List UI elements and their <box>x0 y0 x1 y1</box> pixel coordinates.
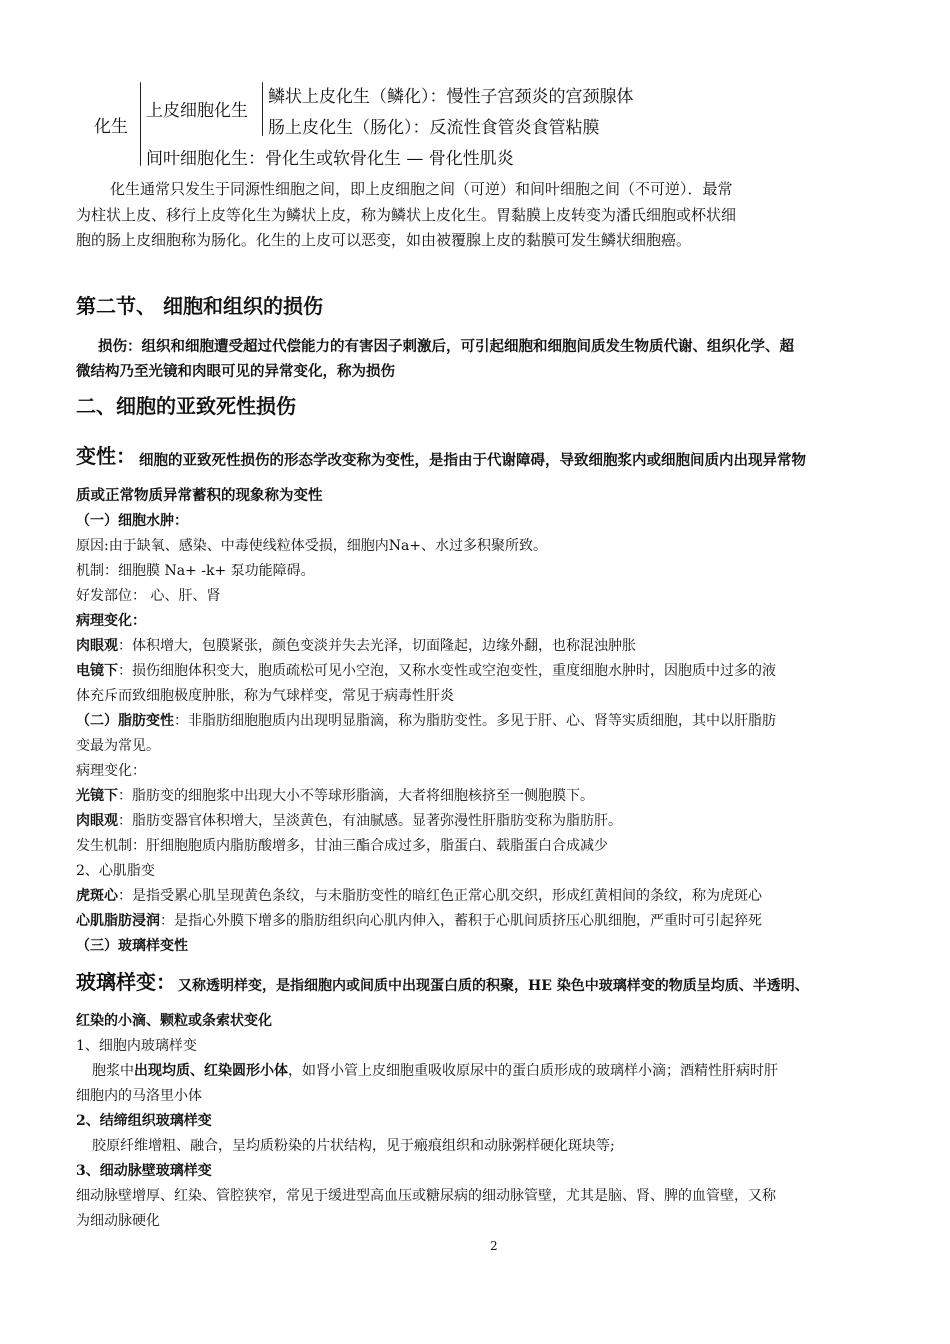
swelling-gross <box>76 635 636 655</box>
inner-brace <box>262 82 263 136</box>
hyaline-art-text-1: 细动脉壁增厚、红染、管腔狭窄，常见于缓进型高血压或糖尿病的细动脉管壁，尤其是脑、肾、脾的血管壁，又称 <box>76 1188 776 1204</box>
fatty-text-2: 变最为常见。 <box>76 738 160 754</box>
metaplasia-squamous: 鳞状上皮化生（鳞化）：慢性子宫颈炎的宫颈腺体 <box>268 87 634 107</box>
swelling-mechanism: 机制：细胞膜 Na+ -k+ 泵功能障碍。 <box>76 563 315 579</box>
fatty-infil-text: ：是指心外膜下增多的脂肪组织向心肌内伸入，蓄积于心肌间质挤压心肌细胞，严重时可引起猝死 <box>160 913 762 929</box>
swelling-gross-text: ：体积增大，包膜紧张，颜色变淡并失去光泽，切面隆起，边缘外翻，也称混浊肿胀 <box>118 638 636 654</box>
hyaline-intra-title: 1、细胞内玻璃样变 <box>76 1038 197 1054</box>
swelling-em-1 <box>76 660 776 680</box>
metaplasia-intestinal: 肠上皮化生（肠化）：反流性食管炎食管粘膜 <box>268 118 600 138</box>
hyaline-intra-d: 细胞内的马洛里小体 <box>76 1088 202 1104</box>
page-number: 2 <box>490 1239 498 1253</box>
intro-line-1: 化生通常只发生于同源性细胞之间，即上皮细胞之间（可逆）和间叶细胞之间（不可逆）．最常 <box>110 180 733 198</box>
intro-line-3: 胞的肠上皮细胞称为肠化。化生的上皮可以恶变，如由被覆腺上皮的黏膜可发生鳞状细胞癌。 <box>76 231 692 249</box>
swelling-em-label: 电镜下 <box>76 663 118 679</box>
fatty-infiltration <box>76 910 762 930</box>
degeneration-line-1: 细胞的亚致死性损伤的形态学改变称为变性，是指由于代谢障碍，导致细胞浆内或细胞间质内出现异常物 <box>139 452 806 469</box>
fatty-tiger <box>76 885 762 905</box>
section-title: 第二节、 细胞和组织的损伤 <box>76 294 323 318</box>
fatty-lm-text: ：脂肪变的细胞浆中出现大小不等球形脂滴，大者将细胞核挤至一侧胞膜下。 <box>118 788 594 804</box>
hyaline-intra-b: 出现均质、红染圆形小体 <box>134 1063 288 1079</box>
fatty-lm <box>76 785 594 805</box>
hyaline-intra-1 <box>92 1060 778 1080</box>
fatty-gross <box>76 810 622 830</box>
swelling-gross-label: 肉眼观 <box>76 638 118 654</box>
hyaline-intra-a: 胞浆中 <box>92 1063 134 1079</box>
swelling-pathology: 病理变化： <box>76 613 146 629</box>
swelling-em-text-1: ：损伤细胞体积变大，胞质疏松可见小空泡，又称水变性或空泡变性，重度细胞水肿时，因胞质中过多的液 <box>118 663 776 679</box>
hyaline-art-title: 3、细动脉壁玻璃样变 <box>76 1163 212 1179</box>
fatty-heart: 2、心肌脂变 <box>76 863 155 879</box>
sub-title: 二、细胞的亚致死性损伤 <box>76 394 296 418</box>
hyaline-line-2: 红染的小滴、颗粒或条索状变化 <box>76 1013 272 1029</box>
hyaline-art-text-2: 为细动脉硬化 <box>76 1213 160 1229</box>
injury-line-2: 微结构乃至光镜和肉眼可见的异常变化，称为损伤 <box>76 363 395 380</box>
degeneration-line-2: 质或正常物质异常蓄积的现象称为变性 <box>76 487 323 504</box>
swelling-sites: 好发部位： 心、肝、肾 <box>76 588 221 604</box>
hyaline-intra-c: ，如肾小管上皮细胞重吸收原尿中的蛋白质形成的玻璃样小滴；酒精性肝病时肝 <box>288 1063 778 1079</box>
fatty-line-1 <box>76 710 776 730</box>
hyaline-term: 玻璃样变： <box>76 970 176 994</box>
injury-line-1: 损伤：组织和细胞遭受超过代偿能力的有害因子刺激后，可引起细胞和细胞间质发生物质代谢、组织化学、超 <box>98 338 794 355</box>
fatty-tiger-label: 虎斑心 <box>76 888 118 904</box>
metaplasia-root: 化生 <box>94 117 128 137</box>
fatty-pathology: 病理变化： <box>76 763 146 779</box>
intro-line-2: 为柱状上皮、移行上皮等化生为鳞状上皮，称为鳞状上皮化生。胃黏膜上皮转变为潘氏细胞或杯状细 <box>76 206 737 224</box>
hyaline-ct-title: 2、结缔组织玻璃样变 <box>76 1113 212 1129</box>
swelling-cause: 原因:由于缺氧、感染、中毒使线粒体受损，细胞内Na+、水过多积聚所致。 <box>76 538 548 554</box>
swelling-title: （一）细胞水肿： <box>76 513 188 529</box>
metaplasia-mesenchymal: 间叶细胞化生：骨化生或软骨化生 — 骨化性肌炎 <box>146 149 514 169</box>
fatty-gross-label: 肉眼观 <box>76 813 118 829</box>
fatty-title: （二）脂肪变性 <box>76 713 174 729</box>
metaplasia-epithelial: 上皮细胞化生 <box>146 101 248 121</box>
swelling-em-text-2: 体充斥而致细胞极度肿胀，称为气球样变，常见于病毒性肝炎 <box>76 688 454 704</box>
hyaline-title: （三）玻璃样变性 <box>76 938 188 954</box>
fatty-mechanism: 发生机制：肝细胞胞质内脂肪酸增多，甘油三酯合成过多，脂蛋白、载脂蛋白合成减少 <box>76 838 608 854</box>
hyaline-line-1: 又称透明样变，是指细胞内或间质中出现蛋白质的积聚，HE 染色中玻璃样变的物质呈均质、半透明、 <box>178 978 809 994</box>
fatty-tiger-text: ：是指受累心肌呈现黄色条纹，与未脂肪变性的暗红色正常心肌交织，形成红黄相间的条纹，称为虎斑心 <box>118 888 762 904</box>
fatty-lm-label: 光镜下 <box>76 788 118 804</box>
fatty-text-1: ：非脂肪细胞胞质内出现明显脂滴，称为脂肪变性。多见于肝、心、肾等实质细胞，其中以肝脂肪 <box>174 713 776 729</box>
fatty-infil-label: 心肌脂肪浸润 <box>76 913 160 929</box>
fatty-gross-text: ：脂肪变器官体积增大，呈淡黄色，有油腻感。显著弥漫性肝脂肪变称为脂肪肝。 <box>118 813 622 829</box>
outer-brace <box>140 82 141 166</box>
degeneration-term: 变性： <box>76 444 136 468</box>
hyaline-ct-text: 胶原纤维增粗、融合，呈均质粉染的片状结构，见于瘢痕组织和动脉粥样硬化斑块等; <box>92 1138 615 1154</box>
